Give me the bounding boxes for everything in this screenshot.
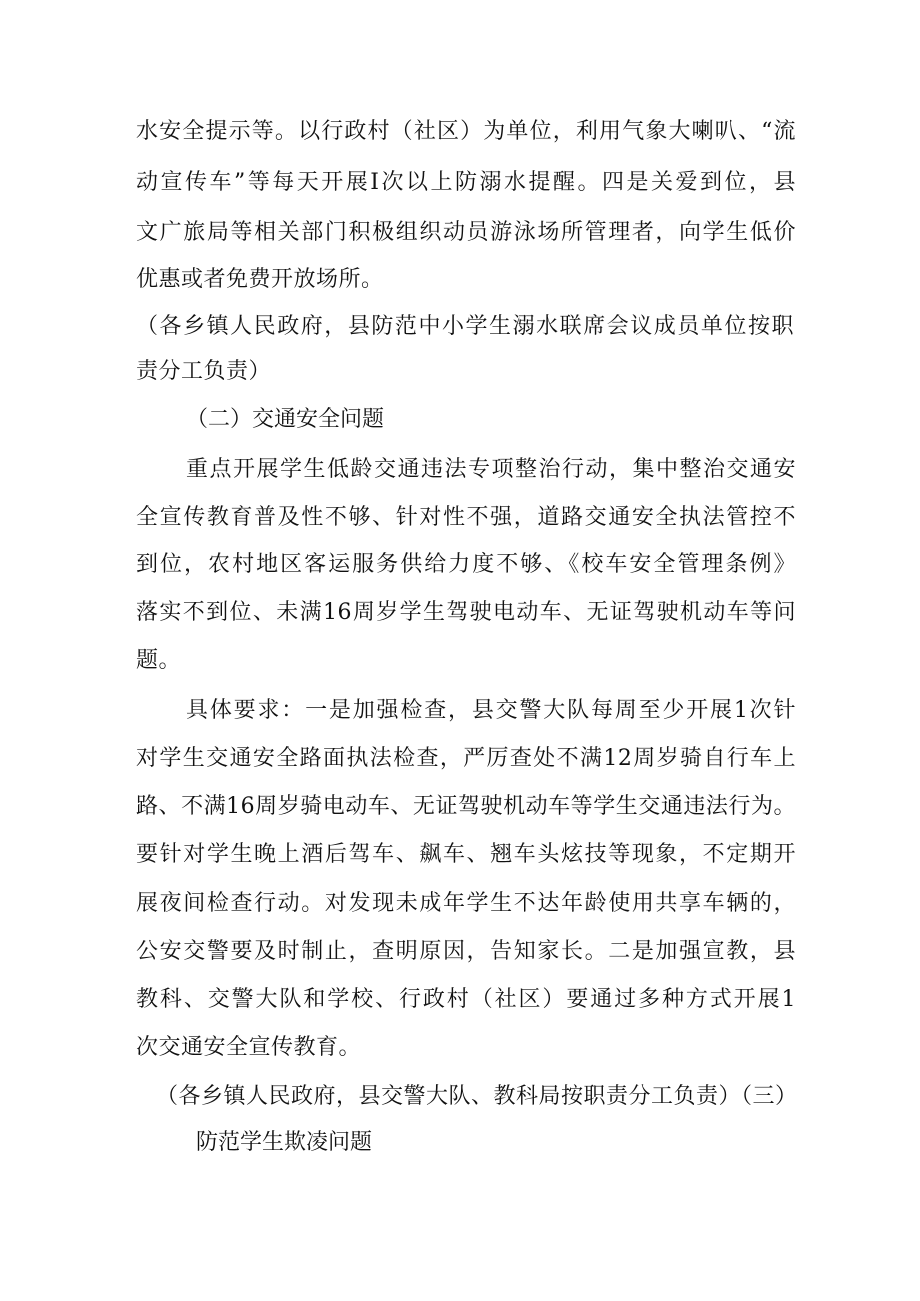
paragraph-3-line-8: 次交通安全宣传教育。 — [136, 1035, 362, 1060]
paragraph-3-line-7: 教科、交警大队和学校、行政村（社区）要通过多种方式开展1 — [136, 987, 796, 1012]
note-2-line-2: 防范学生欺凌问题 — [196, 1130, 373, 1155]
note-1-line-2: 责分工负责） — [136, 359, 272, 384]
paragraph-2-line-3: 到位，农村地区客运服务供给力度不够、《校车安全管理条例》 — [136, 552, 796, 577]
paragraph-2-line-2: 全宣传教育普及性不够、针对性不强，道路交通安全执法管控不 — [136, 505, 796, 530]
paragraph-2-line-4: 落实不到位、未满16周岁学生驾驶电动车、无证驾驶机动车等问 — [136, 600, 796, 625]
paragraph-3-line-6: 公安交警要及时制止，查明原因，告知家长。二是加强宣教，县 — [136, 939, 796, 964]
paragraph-1-line-1: 水安全提示等。以行政村（社区）为单位，利用气象大喇叭、“流 — [136, 119, 796, 144]
paragraph-1-line-4: 优惠或者免费开放场所。 — [136, 267, 384, 292]
paragraph-2-line-5: 题。 — [136, 648, 182, 673]
note-1-line-1: （各乡镇人民政府，县防范中小学生溺水联席会议成员单位按职 — [136, 314, 794, 339]
note-2-line-1: （各乡镇人民政府，县交警大队、教科局按职责分工负责）（三） — [156, 1084, 798, 1109]
paragraph-1-line-3: 文广旅局等相关部门积极组织动员游泳场所管理者，向学生低价 — [136, 220, 796, 245]
paragraph-3-line-1: 具体要求：一是加强检查，县交警大队每周至少开展1次针 — [186, 698, 796, 723]
paragraph-2-line-1: 重点开展学生低龄交通违法专项整治行动，集中整治交通安 — [186, 457, 796, 482]
paragraph-3-line-2: 对学生交通安全路面执法检查，严厉查处不满12周岁骑自行车上 — [136, 746, 796, 771]
section-heading-traffic-safety: （二）交通安全问题 — [186, 407, 385, 432]
paragraph-1-line-2: 动宣传车”等每天开展I次以上防溺水提醒。四是关爱到位，县 — [136, 170, 796, 195]
paragraph-3-line-5: 展夜间检查行动。对发现未成年学生不达年龄使用共享车辆的， — [136, 891, 796, 916]
paragraph-3-line-4: 要针对学生晚上酒后驾车、飙车、翘车头炫技等现象，不定期开 — [136, 842, 796, 867]
paragraph-3-line-3: 路、不满16周岁骑电动车、无证驾驶机动车等学生交通违法行为。 — [136, 794, 796, 819]
